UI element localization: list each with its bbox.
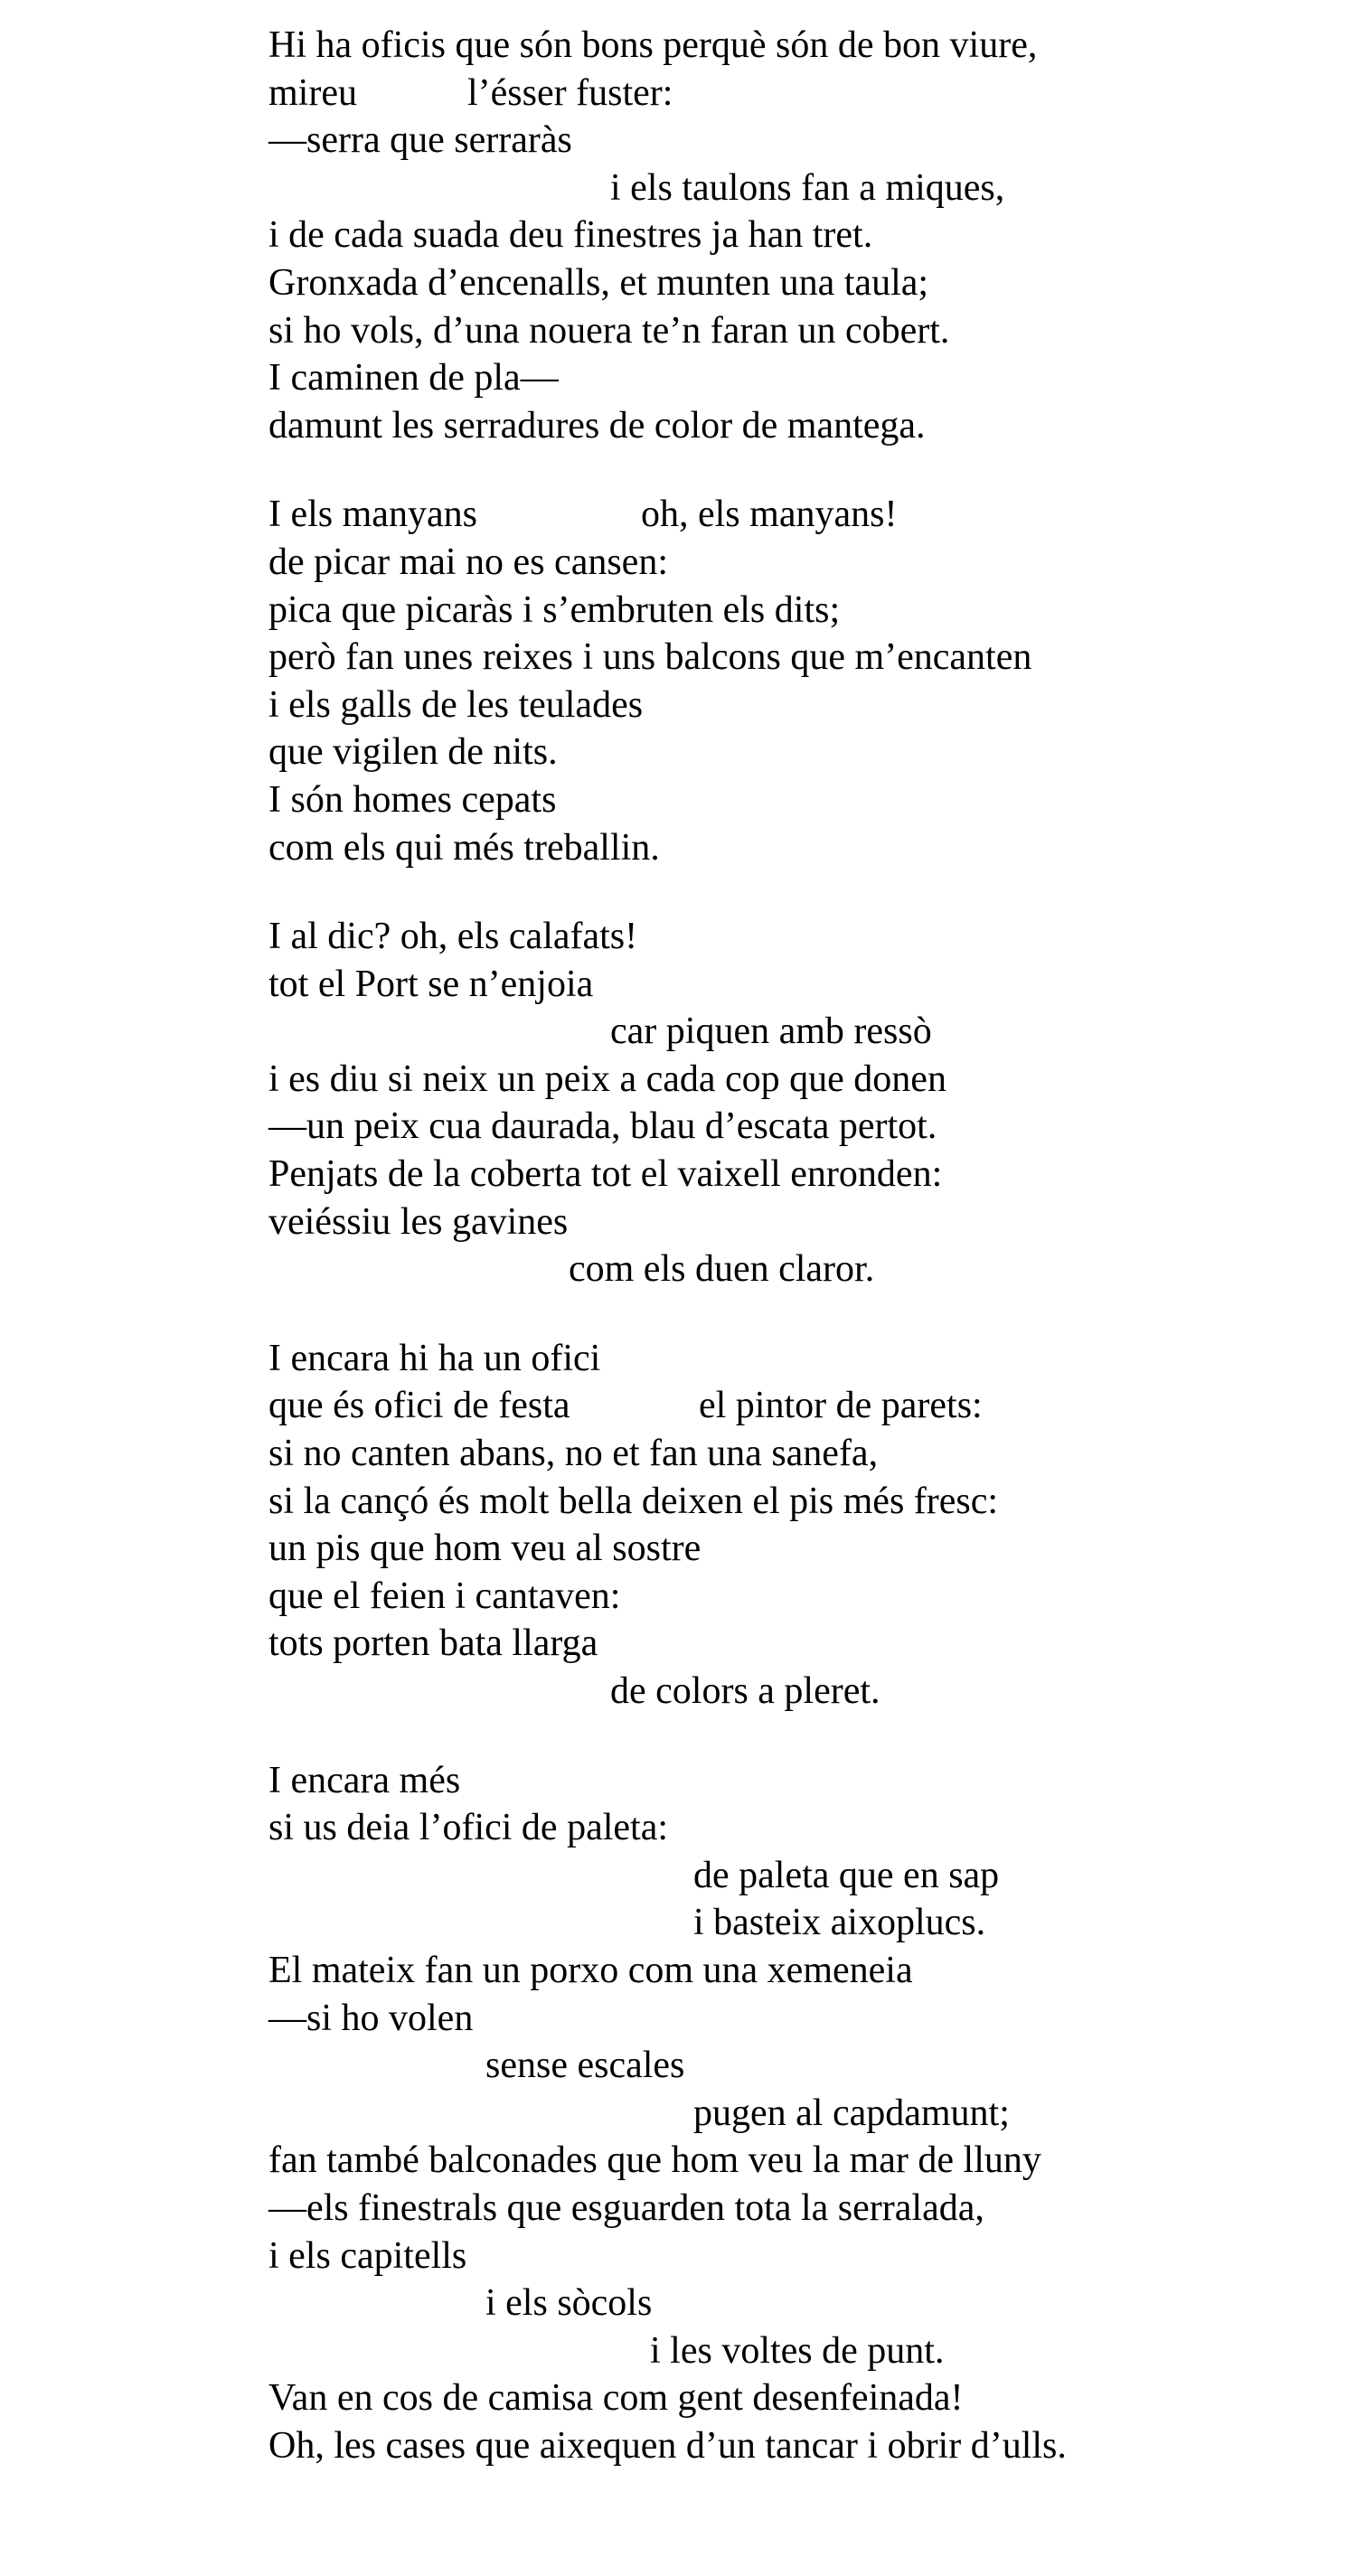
poem-line [268,1335,1281,1383]
line-text: i els capitells [268,2234,467,2277]
line-text-indented: de colors a pleret. [610,1670,880,1712]
poem-line [268,1852,1281,1900]
poem-line [268,354,1281,402]
line-text-indented: i els sòcols [485,2282,653,2325]
poem-line [268,307,1281,355]
line-text: si us deia l’ofici de paleta: [268,1807,669,1849]
poem-line [268,491,1281,539]
line-text: si la cançó és molt bella deixen el pis més fresc: [268,1480,999,1522]
line-text: Penjats de la coberta tot el vaixell enronden: [268,1153,943,1196]
poem-line [268,259,1281,307]
poem-line [268,1899,1281,1947]
poem-line [268,2422,1281,2470]
line-text: I són homes cepats [268,778,557,821]
poem-line [268,682,1281,729]
line-text: com els qui més treballin. [268,826,660,869]
line-text: un pis que hom veu al sostre [268,1528,702,1570]
line-text: i es diu si neix un peix a cada cop que donen [268,1058,946,1100]
poem-line [268,1478,1281,1526]
line-text: tots porten bata llarga [268,1622,598,1665]
poem-line [268,1430,1281,1478]
line-text-indented: car piquen amb ressò [610,1011,932,1053]
line-text: pica que picaràs i s’embruten els dits; [268,588,841,631]
line-text: —si ho volen [268,1997,474,2039]
line-text: I els manyans [268,494,477,536]
line-text: però fan unes reixes i uns balcons que m’encanten [268,636,1032,679]
line-text: mireu [268,71,357,114]
line-text: fan també balconades que hom veu la mar de lluny [268,2139,1041,2182]
poem-line [268,1056,1281,1104]
line-text: que vigilen de nits. [268,731,558,774]
poem-line [268,2042,1281,2090]
poem-line [268,634,1281,682]
line-text-indented: com els duen claror. [569,1248,875,1291]
line-text-indented: l’ésser fuster: [467,71,673,114]
poem-line [268,2090,1281,2138]
poem-line [268,1947,1281,1995]
line-text-indented: oh, els manyans! [641,494,898,536]
poem-line [268,1757,1281,1805]
line-text-indented: i els taulons fan a miques, [610,166,1005,209]
line-text: I al dic? oh, els calafats! [268,916,638,958]
line-text: —serra que serraràs [268,119,572,162]
line-text-indented: de paleta que en sap [693,1854,1000,1896]
line-text: —els finestrals que esguarden tota la serralada, [268,2186,984,2229]
poem-line [268,2327,1281,2375]
poem-line [268,1103,1281,1151]
stanza-5 [268,1757,1281,2470]
line-text: que és ofici de festa [268,1385,570,1427]
poem-line [268,1995,1281,2043]
line-text: i de cada suada deu finestres ja han tret. [268,214,873,257]
line-text: si no canten abans, no et fan una sanefa, [268,1433,879,1475]
line-text: I caminen de pla— [268,357,559,400]
line-text: veiéssiu les gavines [268,1200,569,1243]
poem-line [268,1804,1281,1852]
poem-line [268,824,1281,872]
poem-line [268,117,1281,165]
poem-line [268,961,1281,1009]
line-text: I encara hi ha un ofici [268,1337,601,1379]
poem-line [268,1151,1281,1199]
poem-line [268,165,1281,212]
poem-line [268,1382,1281,1430]
poem-line [268,539,1281,587]
line-text: i els galls de les teulades [268,683,644,726]
poem-line [268,1668,1281,1716]
poem-line [268,1008,1281,1056]
line-text-indented: i les voltes de punt. [650,2329,945,2372]
line-text: damunt les serradures de color de mantega. [268,404,926,447]
poem-line [268,2185,1281,2233]
poem-line [268,776,1281,824]
line-text: Hi ha oficis que són bons perquè són de bon viure, [268,24,1038,66]
stanza-2 [268,491,1281,871]
poem-line [268,1246,1281,1293]
stanza-1 [268,22,1281,449]
poem-line [268,587,1281,635]
line-text: de picar mai no es cansen: [268,541,668,583]
line-text-indented: i basteix aixoplucs. [693,1902,986,1944]
poem-line [268,1525,1281,1573]
stanza-3 [268,913,1281,1293]
line-text: Oh, les cases que aixequen d’un tancar i obrir d’ulls. [268,2424,1067,2467]
line-text: Van en cos de camisa com gent desenfeinada! [268,2377,964,2420]
line-text-indented: sense escales [485,2045,685,2087]
poem-line [268,1573,1281,1621]
line-text: Gronxada d’encenalls, et munten una taula; [268,261,929,304]
poem-line [268,2137,1281,2185]
poem-line [268,212,1281,259]
stanza-4 [268,1335,1281,1716]
poem-line [268,1620,1281,1668]
line-text-indented: el pintor de parets: [699,1385,983,1427]
poem-line [268,2233,1281,2280]
poem-line [268,1199,1281,1246]
line-text-indented: pugen al capdamunt; [693,2092,1010,2134]
line-text: si ho vols, d’una nouera te’n faran un cobert. [268,309,950,352]
line-text: que el feien i cantaven: [268,1575,621,1617]
line-text: —un peix cua daurada, blau d’escata pertot. [268,1105,937,1148]
poem-line [268,2374,1281,2422]
poem-line [268,913,1281,961]
poem-line [268,729,1281,776]
poem-line [268,2280,1281,2327]
line-text: tot el Port se n’enjoia [268,963,594,1005]
poem [268,22,1281,2512]
poem-line [268,22,1281,70]
poem-line [268,402,1281,450]
line-text: I encara més [268,1759,461,1801]
line-text: El mateix fan un porxo com una xemeneia [268,1949,913,1991]
poem-line [268,70,1281,118]
